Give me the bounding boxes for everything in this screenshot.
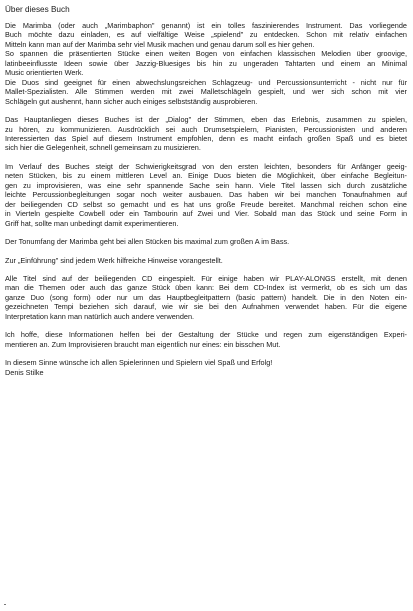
- text-line: Mitteln kann man auf der Marimba sehr viel Musik machen und genau darum soll es hier gehen.: [5, 39, 315, 49]
- text-line: Schlägeln gut aushennt, hann sicher auch einiges selbstständig ausprobieren.: [5, 96, 258, 106]
- text-line: Alle Titel sind auf der beiliegenden CD eingespielt. Für einige haben wir PLAY-ALONGS erstellt, mit denen: [5, 273, 407, 283]
- author-signature: Denis Stilke: [5, 367, 44, 377]
- text-line: neten Stücken, bis zu einem mittleren Level an. Einige Duos bieten die Möglichkeit, über einfache Begleitun-: [5, 171, 407, 181]
- text-line: leichte Percussionbegleitungen sogar noch weiter ausbauen. Das haben wir bei manchen Tonaufnahmen auf: [5, 190, 407, 200]
- text-line: Music orientierten Werk.: [5, 68, 84, 78]
- text-line: Interpretation kann man natürlich auch andere verwenden.: [5, 311, 195, 321]
- text-line: Im Verlauf des Buches steigt der Schwierigkeitsgrad von den ersten leichten, besonders für Anfänger geeig-: [5, 161, 407, 171]
- text-line: Das Hauptanliegen dieses Buches ist der „Dialog" der Stimmen, eben das Erlebnis, zusammen zu spielen,: [5, 115, 407, 125]
- paragraph-dialog: [5, 115, 407, 153]
- text-line: Ich hoffe, diese Informationen helfen bei der Gestaltung der Stücke und regen zum eigenständigen Experi-: [5, 330, 407, 340]
- text-line: Buch möchte dazu einladen, es auf vielfältige Weise „spielend" zu entdecken. Schon mit relativ einfachen: [5, 30, 407, 40]
- page-mark: [4, 604, 6, 605]
- paragraph-closing: [5, 330, 407, 349]
- text-line: Die Duos sind geeignet für einen abwechslungsreichen Schlagzeug- und Percussionsunterricht - nicht nur für: [5, 77, 407, 87]
- text-line: Zur „Einführung" sind jedem Werk hilfreiche Hinweise vorangestellt.: [5, 255, 223, 265]
- document-title: Über dieses Buch: [5, 5, 70, 14]
- text-line: man die Themen oder auch das ganze Stück üben kann: Bei dem CD-Index ist vermerkt, ob es sich um das: [5, 283, 407, 293]
- paragraph-cd: [5, 274, 407, 321]
- text-line: gen zu improvisieren, was eine sehr spannende Sache sein hann. Viele Titel lassen sich durch zusätzliche: [5, 180, 407, 190]
- text-line: Die Marimba (oder auch „Marimbaphon" genannt) ist ein tolles faszinierendes Instrument. Das vorliegende: [5, 21, 407, 30]
- text-line: der beiliegenden CD selbst so gemacht und es hat uns große Freude bereitet. Manchmal reichen schon eine: [5, 199, 407, 209]
- text-line: In diesem Sinne wünsche ich allen Spielerinnen und Spielern viel Spaß und Erfolg!: [5, 358, 273, 368]
- text-line: Interessierten das Spiel auf diesem Instrument empfohlen, denn es macht einfach großen Spaß und es bietet: [5, 133, 407, 143]
- text-line: latinbeeinflusste Ideen sowie über Jazzig-Bluesiges bis hin zu ungeraden Tahtarten und einem an Minimal: [5, 58, 407, 68]
- text-line: ganze Duo (song form) oder nur um das Hauptbegleitpattern (basic pattern) handelt. Die in den Noten ein-: [5, 292, 407, 302]
- text-line: sich hier die Gelegenheit, schnell gemeinsam zu musizieren.: [5, 143, 201, 153]
- text-line: gezeichneten Tempi beziehen sich darauf, wie wir sie bei den Aufnahmen verwendet haben. Für die eigene: [5, 302, 407, 312]
- text-line: Griff hat, sollte man unbedingt damit experimentieren.: [5, 218, 179, 228]
- text-line: mentieren an. Zum Improvisieren braucht man eigentlich nur eines: ein bisschen Mut.: [5, 339, 281, 349]
- paragraph-range: [5, 237, 407, 246]
- text-line: So spannen die präsentierten Stücke einen weiten Bogen von einfachen klassischen Melodien über groovige,: [5, 49, 407, 59]
- text-line: zu hören, zu kommunizieren. Ausdrücklich sei auch Drumsetspielern, Pianisten, Percussionisten und anderen: [5, 124, 407, 134]
- paragraph-intro: [5, 21, 407, 106]
- paragraph-signoff: [5, 358, 407, 377]
- text-line: Mallet-Spezialisten. Alle Stimmen werden mit zwei Malletschlägeln gespielt, und wer sich schon mit vier: [5, 87, 407, 97]
- text-line: Der Tonumfang der Marimba geht bei allen Stücken bis maximal zum großen A im Bass.: [5, 237, 290, 247]
- text-line: in Vierteln gespielte Cowbell oder ein Tambourin auf Zwei und Vier. Sobald man das Stück und seine Form in: [5, 209, 407, 219]
- paragraph-difficulty: [5, 162, 407, 228]
- paragraph-introduction-note: [5, 256, 407, 265]
